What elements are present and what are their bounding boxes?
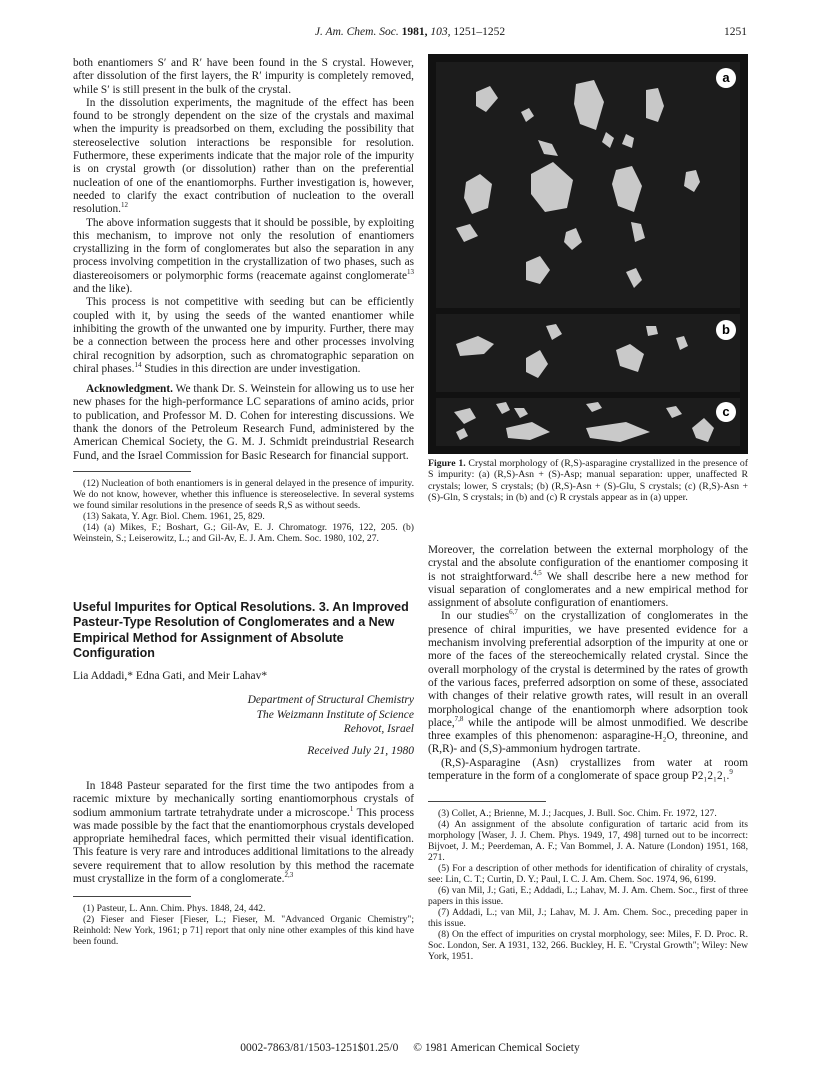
footnote-divider-bottom	[73, 896, 191, 897]
footnote-2: (2) Fieser and Fieser [Fieser, L.; Fieser, M. "Advanced Organic Chemistry"; Reinhold: New York, 1961; p 71] report that only nine other examples of this kind have been found.	[73, 914, 414, 948]
footnote-12: (12) Nucleation of both enantiomers is in general delayed in the presence of impurity. We do not know, however, whether this influence is stereoselective. In several systems we found similar resolutions in the presence of seeds R,S as without seeds.	[73, 477, 414, 511]
footnote-5: (5) For a description of other methods for identification of chirality of crystals, see: Lin, C. T.; Curtin, D. Y.; Paul, I. C. J. Am. Chem. Soc. 1974, 96, 6199.	[428, 863, 748, 886]
page-footer	[0, 1042, 820, 1054]
paragraph-continued: both enantiomers S′ and R′ have been found in the S crystal. However, after dissolution of the first layers, the R′ impurity is completely removed, while S′ is still present in the bulk of the crystal.	[73, 57, 414, 96]
paragraph-dissolution: In the dissolution experiments, the magnitude of the effect has been found to be strongly dependent on the size of the crystals and maximal when the impurity is preadsorbed on them, excluding the possibility that stereoselective solution interactions be responsible for resolution. Futhermore, these experiments indicate that the major role of the impurity is on crystal growth (or dissolution) rather than on the preferential nucleation of one of the enantiomorphs. Further investigation is, however, needed to clarify the exact contribution of nucleation to the overall resolution.$^{12}$	[73, 96, 414, 216]
footnote-8: (8) On the effect of impurities on crystal morphology, see: Miles, F. D. Proc. R. Soc. London, Ser. A 1931, 132, 266. Buckley, H. E. "Crystal Growth"; Wiley: New York, 1951.	[428, 929, 748, 963]
footnote-6: (6) van Mil, J.; Gati, E.; Addadi, L.; Lahav, M. J. Am. Chem. Soc., first of three papers in this issue.	[428, 885, 748, 908]
panel-c-label: c	[716, 402, 736, 422]
crystal-photo-c	[436, 398, 740, 446]
paragraph-information: The above information suggests that it should be possible, by exploiting this mechanism, to improve not only the resolution of enantiomers crystallizing in the form of conglomerates but also the separation in any process involving competition in the crystallization of two phases, such as diastereoisomers or polymorphic forms (reacemate against conglomerate$^{13}$ and the like).	[73, 216, 414, 296]
footnote-4: (4) An assignment of the absolute configuration of tartaric acid from its morphology [Waser, J. J. Chem. Phys. 1949, 17, 498] turned out to be incorrect: Bijvoet, J. M.; Peerdeman, A. F.; Van Bommel, J. A. Nature (London) 1951, 168, 271.	[428, 819, 748, 864]
footnotes-right	[428, 808, 748, 962]
paragraph-correlation: Moreover, the correlation between the external morphology of the crystal and the absolute configuration of the enantiomer composing it is not straightforward.$^{4,5}$ We shall describe here a new method for visual separation of conglomerates and a new empirical method for assignment of absolute configuration of enantiomers.	[428, 544, 748, 610]
paragraph-pasteur: In 1848 Pasteur separated for the first time the two antipodes from a racemic mixture by mechanically sorting enantiomorphous crystals of sodium ammonium tartrate tetrahydrate under a microscope.$^1$ This process was made possible by the fact that the enantiomorphous crystals developed appropriate hemihedral faces, which permitted their visual identification. This feature is very rare and introduces additional limitations to the already severe requirement that to allow resolution by this method the racemate must crystallize in the form of a conglomerate.$^{2,3}$	[73, 780, 414, 886]
received-date: Received July 21, 1980	[307, 744, 414, 757]
left-column	[73, 57, 414, 947]
panel-b	[436, 314, 740, 392]
footnotes-top	[73, 478, 414, 544]
right-column	[428, 544, 748, 962]
footnotes-bottom	[73, 903, 414, 947]
panel-c	[436, 398, 740, 446]
copyright: © 1981 American Chemical Society	[413, 1042, 580, 1054]
panel-a	[436, 62, 740, 308]
panel-b-label: b	[716, 320, 736, 340]
article-code: 0002-7863/81/1503-1251$01.25/0	[240, 1042, 399, 1054]
figure-caption-label: Figure 1.	[428, 458, 466, 469]
running-header	[0, 26, 820, 42]
footnote-14: (14) (a) Mikes, F.; Boshart, G.; Gil-Av, E. J. Chromatogr. 1976, 122, 205. (b) Weinstein, S.; Leiserowitz, L.; and Gil-Av, E. J. Am. Chem. Soc. 1980, 102, 27.	[73, 521, 414, 544]
page-number: 1251	[724, 26, 747, 38]
paragraph-studies: In our studies$^{6,7}$ on the crystallization of conglomerates in the presence of chiral impurities, we have presented evidence for a mechanism involving preferential adsorption of the impurity at one or more of the faces of the stereochemically related crystal. Since the overall morphology of the crystal is determined by the rates of growth of the various faces, preferred adsorption on some of these, associated with changes of their relative growth rates, will result in an overall morphological change of the enantiomorph where adsorption took place,$^{7,8}$ while the antipode will be almost unmodified. We describe three examples of this phenomenon: asparagine-H₂O, threonine, and (R,R)- and (S,S)-ammonium hydrogen tartrate.	[428, 608, 748, 756]
acknowledgment: Acknowledgment. We thank Dr. S. Weinstein for allowing us to use her new phases for the high-performance LC separations of amino acids, prior to publication, and Professor M. D. Cohen for interesting discussions. We thank the donors of the Petroleum Research Fund, administered by the American Chemical Society, the G. M. J. Schmidt preindustrial Research Fund, and the Israel Commission for Basic Research for financial support.	[73, 383, 414, 462]
journal-volume: 103,	[430, 26, 451, 38]
figure-caption: Figure 1. Crystal morphology of (R,S)-asparagine crystallized in the presence of S impurity: (a) (R,S)-Asn + (S)-Asp; manual separation: upper, unaffected R crystals; lower, S crystals; (b) (R,S)-Asn + (S)-Glu, S crystals; (c) (R,S)-Asn + (S)-Gln, S crystals; in (b) and (c) R crystals appear as in (a) upper.	[428, 458, 749, 504]
journal-name: J. Am. Chem. Soc.	[314, 26, 399, 38]
affiliation: Department of Structural Chemistry The Weizmann Institute of Science Rehovot, Israel	[247, 694, 414, 736]
journal-pages: 1251–1252	[453, 26, 506, 38]
panel-a-label: a	[716, 68, 736, 88]
figure-1-image	[428, 54, 748, 454]
footnote-divider-right	[428, 801, 546, 802]
footnote-divider	[73, 471, 191, 472]
journal-year: 1981,	[401, 26, 428, 38]
crystal-photo-a	[436, 62, 740, 308]
footnote-13: (13) Sakata, Y. Agr. Biol. Chem. 1961, 25, 829.	[83, 510, 265, 522]
paragraph-asparagine: (R,S)-Asparagine (Asn) crystallizes from water at room temperature in the form of a conglomerate of space group P2₁2₁2₁.$^9$	[428, 756, 748, 783]
footnote-1: (1) Pasteur, L. Ann. Chim. Phys. 1848, 24, 442.	[83, 903, 266, 915]
footnote-3: (3) Collet, A.; Brienne, M. J.; Jacques, J. Bull. Soc. Chim. Fr. 1972, 127.	[438, 808, 717, 820]
paragraph-seeding: This process is not competitive with seeding but can be efficiently coupled with it, by using the seeds of the wanted enantiomer while inhibiting the growth of the unwanted one by impurity. Further, there may be a connection between the process here and other processes involving chiral recognition by adsorption, such as chromatographic separation on chiral phases.$^{14}$ Studies in this direction are under investigation.	[73, 296, 414, 375]
article-title: Useful Impurites for Optical Resolutions. 3. An Improved Pasteur-Type Resolution of Conglomerates and a New Empirical Method for Assignment of Absolute Configuration	[73, 599, 409, 661]
crystal-photo-b	[436, 314, 740, 392]
article-authors: Lia Addadi,* Edna Gati, and Meir Lahav*	[73, 669, 268, 682]
footnote-7: (7) Addadi, L.; van Mil, J.; Lahav, M. J. Am. Chem. Soc., preceding paper in this issue.	[428, 907, 748, 930]
